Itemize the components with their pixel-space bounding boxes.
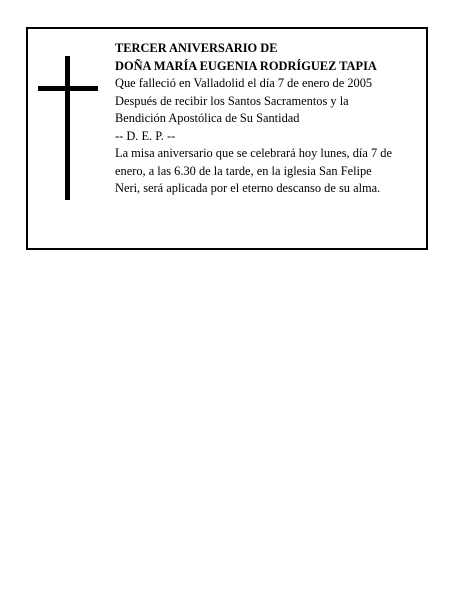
cross-vertical-bar: [65, 56, 70, 200]
notice-title-line-2: DOÑA MARÍA EUGENIA RODRÍGUEZ TAPIA: [115, 58, 377, 73]
notice-sacraments-line: Después de recibir los Santos Sacramentos y la: [115, 93, 349, 108]
cross-horizontal-bar: [38, 86, 98, 91]
notice-blessing-line: Bendición Apostólica de Su Santidad: [115, 111, 300, 125]
notice-mass-line-3: Neri, será aplicada por el eterno descanso de su alma.: [115, 181, 381, 195]
obituary-notice: [26, 27, 428, 250]
notice-mass-line-1: La misa aniversario que se celebrará hoy lunes, día 7 de: [115, 146, 392, 160]
notice-mass-line-2: enero, a las 6.30 de la tarde, en la iglesia San Felipe: [115, 163, 372, 178]
notice-rip-line: -- D. E. P. --: [115, 128, 176, 143]
notice-title-line-1: TERCER ANIVERSARIO DE: [115, 41, 278, 55]
notice-text: [115, 40, 425, 198]
notice-death-line: Que falleció en Valladolid el día 7 de enero de 2005: [115, 76, 373, 90]
cross-icon: [38, 56, 98, 200]
